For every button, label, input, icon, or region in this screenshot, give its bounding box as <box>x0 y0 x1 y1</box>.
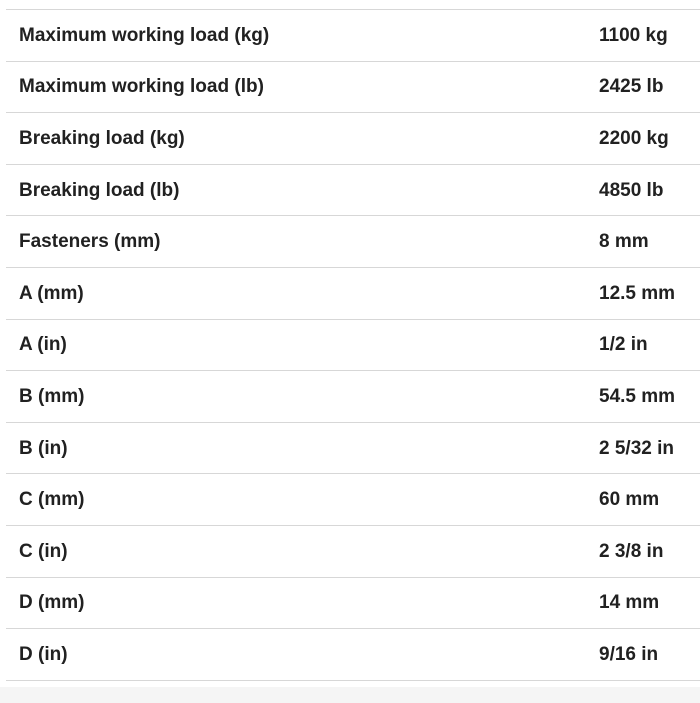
specifications-table-body <box>6 10 700 681</box>
spec-label: Maximum working load (lb) <box>6 61 585 113</box>
spec-label: Fasteners (mm) <box>6 216 585 268</box>
spec-label: D (mm) <box>6 577 585 629</box>
spec-value: 2425 lb <box>585 61 700 113</box>
spec-label: C (in) <box>6 525 585 577</box>
spec-row-a-in <box>6 319 700 371</box>
spec-value: 9/16 in <box>585 629 700 681</box>
spec-value: 60 mm <box>585 474 700 526</box>
spec-row-breaking-load-kg <box>6 113 700 165</box>
spec-value: 4850 lb <box>585 164 700 216</box>
spec-row-max-working-load-kg <box>6 10 700 62</box>
spec-value: 8 mm <box>585 216 700 268</box>
spec-row-a-mm <box>6 267 700 319</box>
spec-label: Maximum working load (kg) <box>6 10 585 62</box>
spec-row-c-mm <box>6 474 700 526</box>
spec-value: 2 3/8 in <box>585 525 700 577</box>
spec-row-max-working-load-lb <box>6 61 700 113</box>
spec-label: Breaking load (lb) <box>6 164 585 216</box>
spec-row-d-in <box>6 629 700 681</box>
spec-row-b-in <box>6 422 700 474</box>
page-footer-band <box>0 687 700 703</box>
spec-label: A (in) <box>6 319 585 371</box>
spec-label: D (in) <box>6 629 585 681</box>
spec-value: 2 5/32 in <box>585 422 700 474</box>
spec-row-fasteners-mm <box>6 216 700 268</box>
spec-row-b-mm <box>6 371 700 423</box>
spec-label: B (in) <box>6 422 585 474</box>
spec-value: 54.5 mm <box>585 371 700 423</box>
spec-row-breaking-load-lb <box>6 164 700 216</box>
spec-row-c-in <box>6 525 700 577</box>
spec-value: 12.5 mm <box>585 267 700 319</box>
spec-label: A (mm) <box>6 267 585 319</box>
spec-row-d-mm <box>6 577 700 629</box>
spec-label: B (mm) <box>6 371 585 423</box>
specifications-table <box>6 9 700 681</box>
spec-label: Breaking load (kg) <box>6 113 585 165</box>
spec-value: 1100 kg <box>585 10 700 62</box>
spec-label: C (mm) <box>6 474 585 526</box>
spec-value: 2200 kg <box>585 113 700 165</box>
spec-value: 1/2 in <box>585 319 700 371</box>
spec-value: 14 mm <box>585 577 700 629</box>
